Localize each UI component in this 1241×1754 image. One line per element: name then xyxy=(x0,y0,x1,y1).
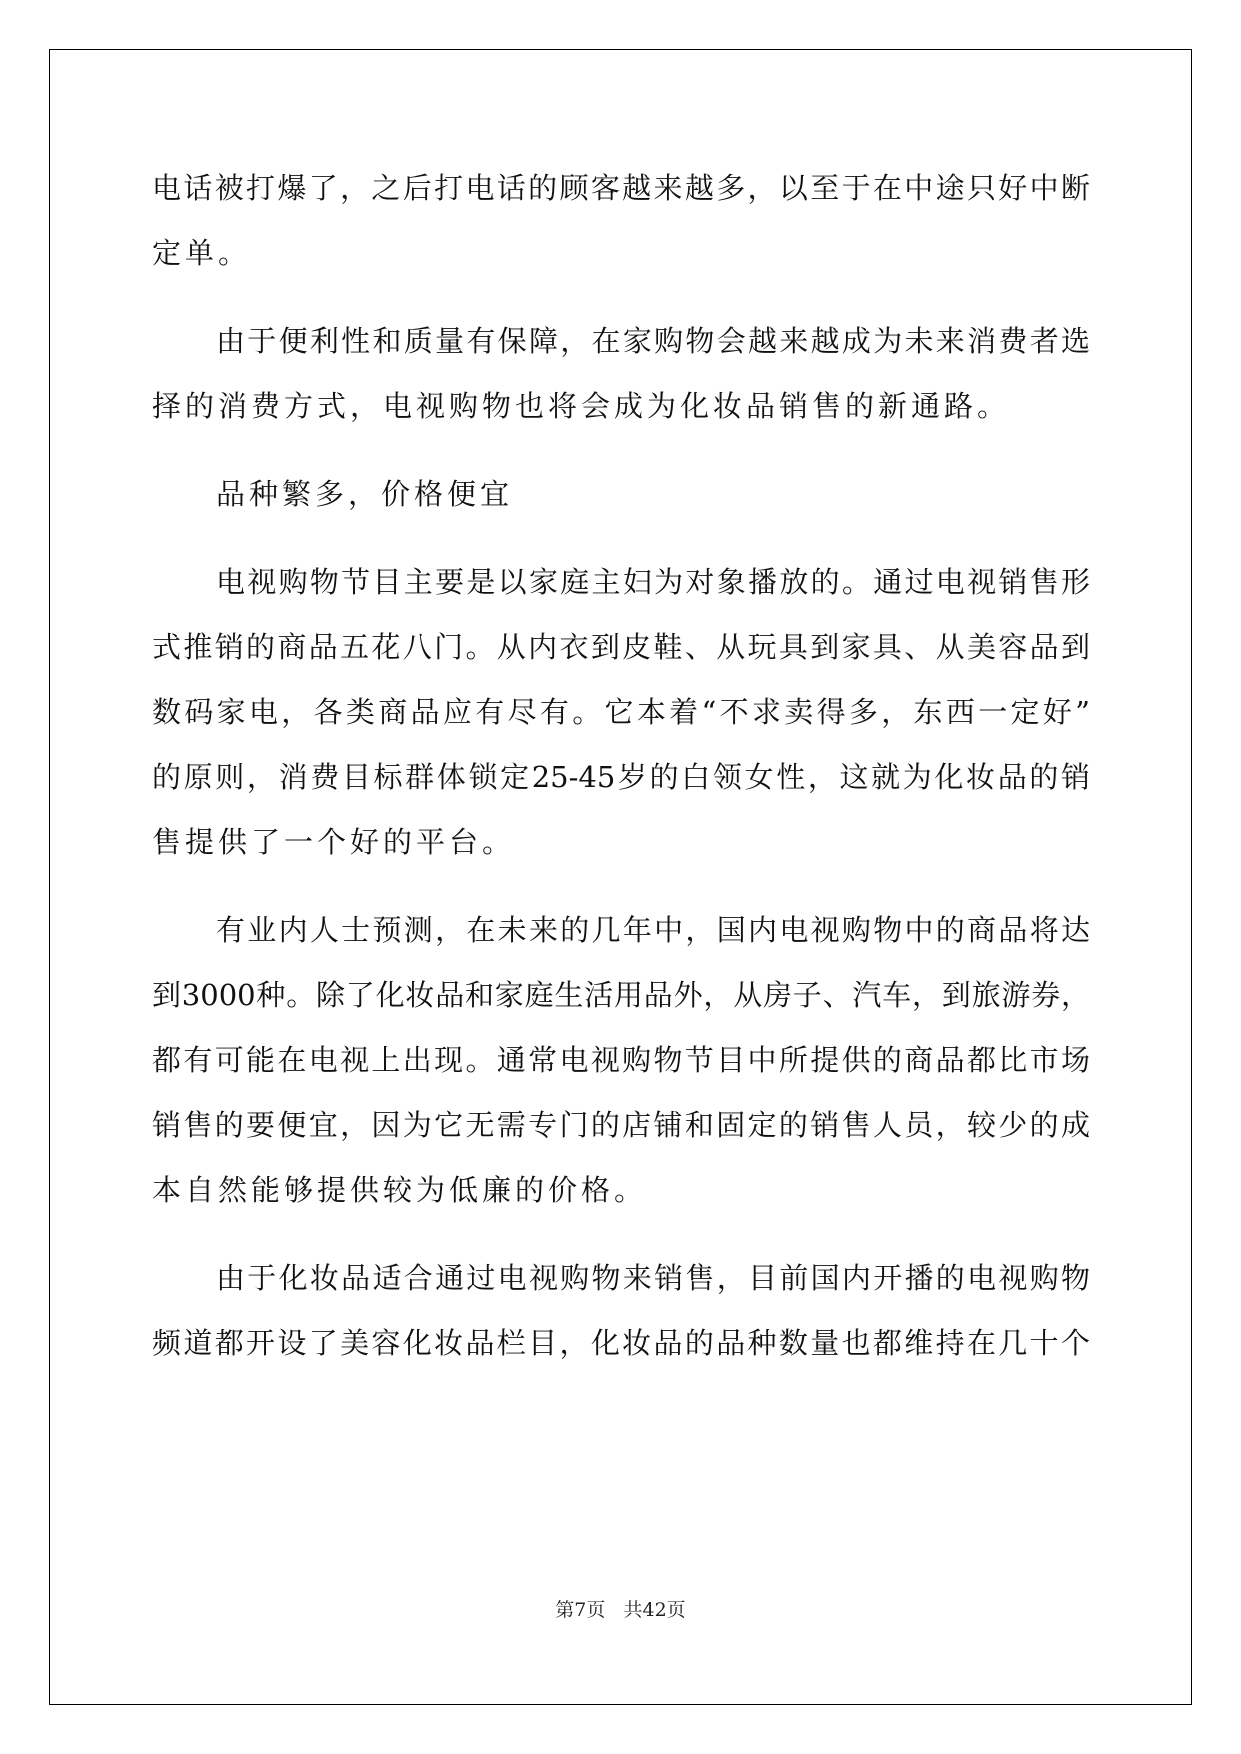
text-line: 都有可能在电视上出现。通常电视购物节目中所提供的商品都比市场 xyxy=(152,1043,1090,1077)
text-line: 售提供了一个好的平台。 xyxy=(152,825,516,859)
text-line: 数码家电，各类商品应有尽有。它本着“不求卖得多，东西一定好” xyxy=(152,695,1090,729)
page-number-footer: 第7页 共42页 xyxy=(555,1599,686,1621)
text-line: 式推销的商品五花八门。从内衣到皮鞋、从玩具到家具、从美容品到 xyxy=(152,630,1090,664)
text-line: 频道都开设了美容化妆品栏目，化妆品的品种数量也都维持在几十个 xyxy=(152,1326,1090,1360)
text-line: 的原则，消费目标群体锁定25-45岁的白领女性，这就为化妆品的销 xyxy=(152,760,1090,794)
text-line: 电视购物节目主要是以家庭主妇为对象播放的。通过电视销售形 xyxy=(216,565,1090,599)
section-subheading: 品种繁多，价格便宜 xyxy=(216,477,514,511)
text-line: 到3000种。除了化妆品和家庭生活用品外，从房子、汽车，到旅游券， xyxy=(152,978,1090,1012)
text-line: 电话被打爆了，之后打电话的顾客越来越多，以至于在中途只好中断 xyxy=(152,171,1090,205)
text-line: 本自然能够提供较为低廉的价格。 xyxy=(152,1173,648,1207)
text-line: 有业内人士预测，在未来的几年中，国内电视购物中的商品将达 xyxy=(216,913,1090,947)
text-line: 销售的要便宜，因为它无需专门的店铺和固定的销售人员，较少的成 xyxy=(152,1108,1090,1142)
document-body xyxy=(152,156,1090,1376)
text-line: 由于便利性和质量有保障，在家购物会越来越成为未来消费者选 xyxy=(216,324,1090,358)
text-line: 由于化妆品适合通过电视购物来销售，目前国内开播的电视购物 xyxy=(216,1261,1090,1295)
text-line: 择的消费方式，电视购物也将会成为化妆品销售的新通路。 xyxy=(152,389,1011,423)
text-line: 定单。 xyxy=(152,236,252,270)
